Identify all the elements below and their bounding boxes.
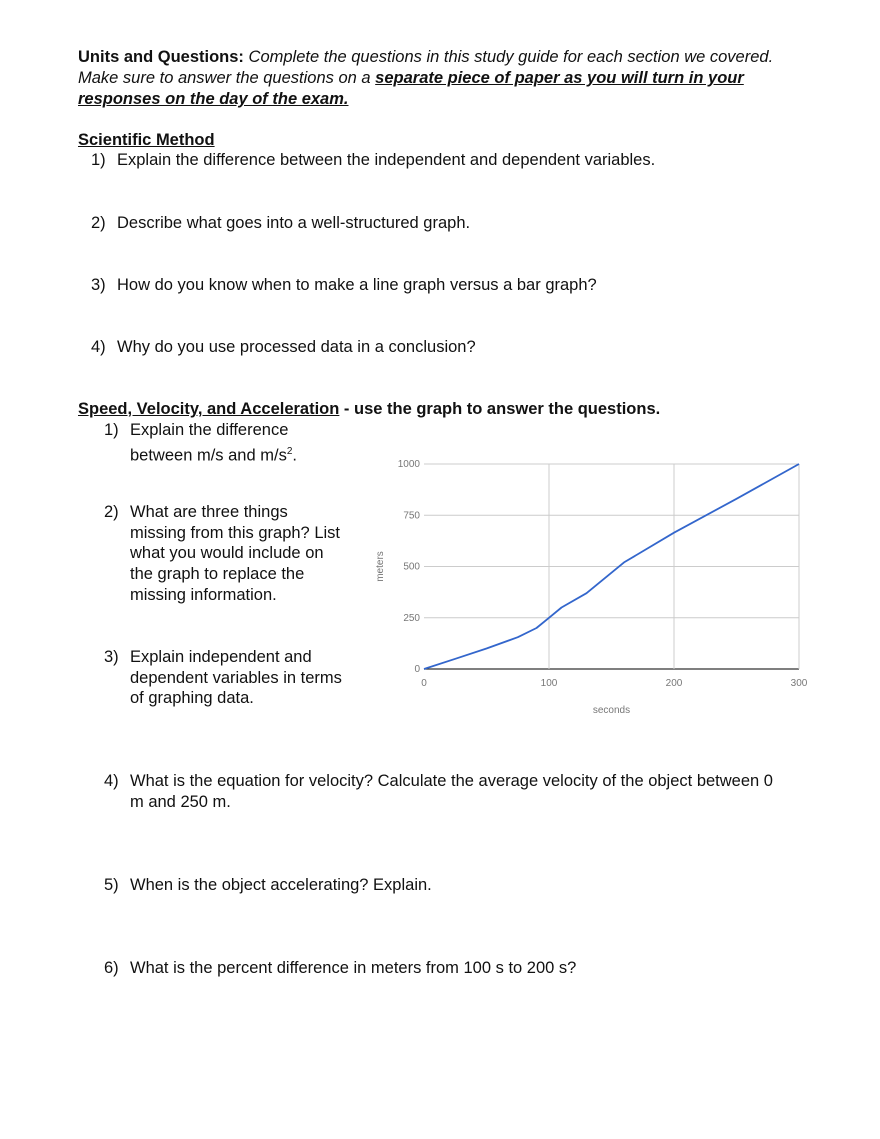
question-text <box>130 564 304 585</box>
intro-text: Complete the questions in this study guide for each section we covered. <box>248 48 774 66</box>
y-axis-title: meters <box>375 551 386 582</box>
y-tick-label: 250 <box>403 612 420 624</box>
y-tick-label: 500 <box>403 561 420 573</box>
x-tick-label: 200 <box>665 678 683 689</box>
question-line: m and 250 m. <box>130 792 231 811</box>
question-number: 4) <box>91 338 106 356</box>
question-text: Explain the difference between the independent and dependent variables. <box>117 151 656 169</box>
question-text <box>130 502 288 523</box>
question-line: What is the equation for velocity? Calculate the average velocity of the object between 0 <box>130 772 773 790</box>
x-tick-label: 300 <box>790 678 808 689</box>
question-text: Describe what goes into a well-structured graph. <box>117 214 471 232</box>
question-line: of graphing data. <box>130 689 254 708</box>
question-number: 2) <box>104 503 119 521</box>
question-number: 1) <box>104 421 119 439</box>
question-line: What is the percent difference in meters from 100 s to 200 s? <box>130 959 577 977</box>
punctuation: . <box>292 446 297 465</box>
x-axis-title: seconds <box>592 705 631 716</box>
question-line: dependent variables in terms <box>130 668 342 687</box>
x-tick-label: 0 <box>421 678 427 689</box>
intro-emphasis-2: responses on the day of the exam. <box>78 90 349 108</box>
question-text <box>130 585 277 606</box>
question-text <box>130 523 340 544</box>
question-number: 2) <box>91 214 106 232</box>
question-number: 1) <box>91 151 106 169</box>
question-line: When is the object accelerating? Explain. <box>130 876 432 894</box>
question-line: Explain the difference <box>130 421 289 439</box>
question-line: what you would include on <box>130 544 324 563</box>
intro-line-2 <box>78 68 744 89</box>
section-subtitle: - use the graph to answer the questions. <box>339 400 661 418</box>
question-line: What are three things <box>130 503 288 521</box>
intro-line-1 <box>78 47 773 68</box>
x-tick-label: 100 <box>540 678 558 689</box>
intro-label: Units and Questions: <box>78 48 244 66</box>
question-line: the graph to replace the <box>130 565 305 584</box>
question-text <box>130 792 231 813</box>
y-tick-label: 0 <box>414 664 420 675</box>
question-text <box>130 875 432 896</box>
question-text: Why do you use processed data in a conclusion? <box>117 338 476 356</box>
section-title-speed <box>78 399 660 420</box>
question-text <box>130 688 254 709</box>
question-text <box>130 771 773 792</box>
question-line: Explain independent and <box>130 648 312 666</box>
question-number: 3) <box>104 648 119 666</box>
section-title-text: Speed, Velocity, and Acceleration <box>78 400 340 418</box>
question-line: missing information. <box>130 585 277 604</box>
superscript: 2 <box>286 445 293 457</box>
question-number: 4) <box>104 772 119 790</box>
question-text <box>130 543 324 564</box>
intro-emphasis: separate piece of paper as you will turn in your <box>375 69 744 87</box>
question-text <box>130 647 312 668</box>
question-line: between m/s and m/s <box>130 446 287 465</box>
y-tick-label: 1000 <box>397 459 420 470</box>
question-number: 5) <box>104 876 119 894</box>
question-text: How do you know when to make a line graph versus a bar graph? <box>117 276 597 294</box>
question-text <box>130 958 576 979</box>
distance-time-chart <box>370 455 810 720</box>
section-title-scientific-method: Scientific Method <box>78 131 215 149</box>
question-number: 3) <box>91 276 106 294</box>
y-tick-label: 750 <box>403 510 420 522</box>
question-text <box>130 668 342 689</box>
question-text <box>130 420 288 441</box>
intro-text-2: Make sure to answer the questions on a <box>78 69 376 87</box>
question-line: missing from this graph? List <box>130 523 340 542</box>
question-text <box>130 441 297 467</box>
question-number: 6) <box>104 959 119 977</box>
